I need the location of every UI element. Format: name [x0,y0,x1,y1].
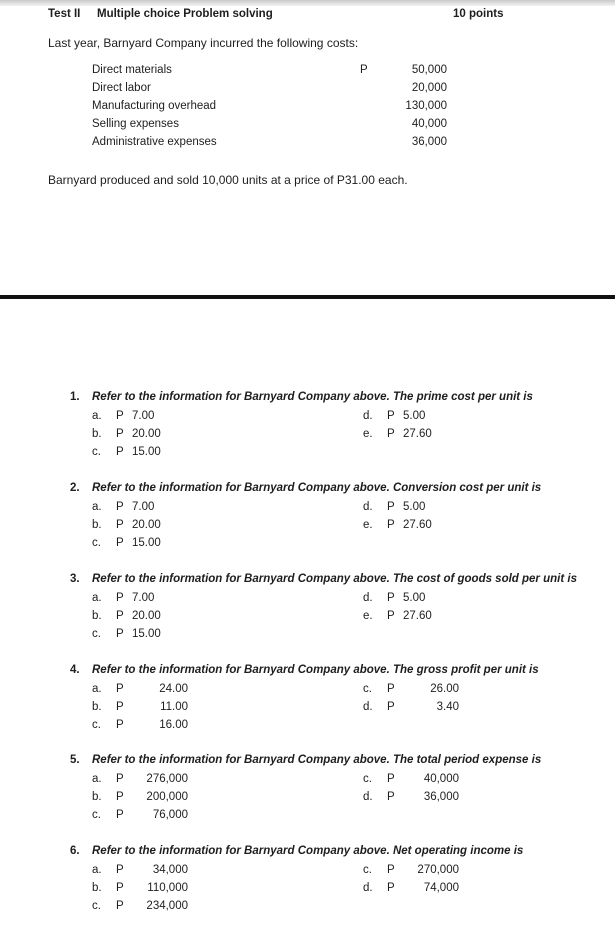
choice-letter: d. [363,410,373,422]
cost-label: Manufacturing overhead [92,100,217,112]
choice-currency: P [116,628,124,640]
choice-currency: P [387,592,395,604]
choice-currency: P [116,809,124,821]
answer-choice[interactable] [92,683,188,695]
choice-value: 40,000 [423,773,459,785]
choice-letter: d. [363,791,373,803]
choice-letter: e. [363,519,373,531]
choice-letter: a. [92,410,102,422]
choice-letter: e. [363,428,373,440]
choice-currency: P [387,410,395,422]
choice-letter: c. [363,864,372,876]
answer-choice[interactable] [92,501,154,513]
choice-value: 20.00 [132,610,161,622]
answer-choice[interactable] [363,701,459,713]
choice-value: 5.00 [403,592,426,604]
question-number: 5. [70,754,80,766]
choice-value: 15.00 [132,537,161,549]
choice-letter: d. [363,882,373,894]
choice-currency: P [116,501,124,513]
choice-currency: P [387,683,395,695]
cost-amount: 40,000 [411,118,447,130]
question-4 [70,664,615,731]
production-note: Barnyard produced and sold 10,000 units at a price of P31.00 each. [48,173,408,187]
question-title [70,754,615,772]
question-title [70,845,615,863]
question-title [70,573,615,591]
question-number: 3. [70,573,80,585]
choice-letter: c. [363,683,372,695]
answer-choice[interactable] [92,519,161,531]
question-number: 4. [70,664,80,676]
cost-label: Direct materials [92,64,172,76]
answer-choice[interactable] [92,864,188,876]
answer-choice[interactable] [92,628,161,640]
answer-choice[interactable] [363,501,425,513]
choice-currency: P [116,882,124,894]
question-title [70,482,615,500]
choice-value: 20.00 [132,519,161,531]
choice-currency: P [116,683,124,695]
question-text: Refer to the information for Barnyard Company above. The cost of goods sold per unit is [92,573,577,585]
cost-amount: 50,000 [411,64,447,76]
choice-letter: a. [92,592,102,604]
answer-choice[interactable] [363,519,432,531]
choice-letter: b. [92,882,102,894]
points-label: 10 points [453,8,504,20]
choice-value: 3.40 [436,701,459,713]
answer-choice[interactable] [92,410,154,422]
choice-currency: P [116,864,124,876]
choice-currency: P [387,773,395,785]
choice-value: 270,000 [417,864,459,876]
choice-letter: c. [92,719,101,731]
question-6 [70,845,615,912]
choice-currency: P [116,410,124,422]
choice-currency: P [116,719,124,731]
question-text: Refer to the information for Barnyard Company above. The gross profit per unit is [92,664,539,676]
choice-letter: b. [92,519,102,531]
answer-choice[interactable] [363,864,459,876]
choice-value: 5.00 [403,410,426,422]
choice-letter: e. [363,610,373,622]
choice-currency: P [387,501,395,513]
choice-letter: d. [363,701,373,713]
cost-row [92,100,447,118]
answer-choice[interactable] [363,882,459,894]
choice-letter: d. [363,592,373,604]
choice-letter: b. [92,791,102,803]
answer-choice[interactable] [92,701,188,713]
answer-choice[interactable] [363,410,425,422]
choice-letter: b. [92,701,102,713]
choice-currency: P [387,701,395,713]
choice-currency: P [116,428,124,440]
question-text: Refer to the information for Barnyard Company above. The prime cost per unit is [92,391,533,403]
cost-amount: 36,000 [411,136,447,148]
answer-choice[interactable] [92,791,188,803]
cost-row [92,64,447,82]
choice-currency: P [387,519,395,531]
question-title [70,391,615,409]
cost-label: Administrative expenses [92,136,217,148]
answer-choice[interactable] [363,592,425,604]
choice-currency: P [116,519,124,531]
choice-currency: P [116,773,124,785]
choice-value: 27.60 [403,610,432,622]
answer-choice[interactable] [92,900,188,912]
choice-value: 26.00 [430,683,459,695]
choice-letter: b. [92,610,102,622]
answer-choice[interactable] [92,882,188,894]
choice-value: 7.00 [132,592,155,604]
answer-choice[interactable] [92,428,161,440]
choice-letter: c. [92,809,101,821]
choice-value: 11.00 [160,701,188,713]
choice-value: 7.00 [132,410,155,422]
test-label: Test II [48,8,81,20]
question-number: 6. [70,845,80,857]
question-5 [70,754,615,821]
question-3 [70,573,615,640]
choice-letter: c. [92,900,101,912]
choice-value: 234,000 [146,900,188,912]
choice-value: 7.00 [132,501,155,513]
question-2 [70,482,615,549]
choice-value: 24.00 [159,683,188,695]
choice-currency: P [387,791,395,803]
choice-currency: P [116,610,124,622]
answer-choice[interactable] [92,610,161,622]
answer-choice[interactable] [92,537,161,549]
choice-currency: P [116,900,124,912]
answer-choice[interactable] [363,791,459,803]
cost-amount: 130,000 [405,100,447,112]
choice-value: 27.60 [403,519,432,531]
cost-row [92,136,447,154]
choice-value: 16.00 [159,719,188,731]
cost-row [92,118,447,136]
choice-letter: a. [92,864,102,876]
choice-value: 36,000 [423,791,459,803]
choice-value: 76,000 [152,809,188,821]
choice-currency: P [387,864,395,876]
choice-value: 15.00 [132,628,161,640]
choice-letter: c. [363,773,372,785]
choice-value: 20.00 [132,428,161,440]
question-text: Refer to the information for Barnyard Company above. Net operating income is [92,845,524,857]
choice-letter: a. [92,683,102,695]
answer-choice[interactable] [363,610,432,622]
choice-value: 15.00 [132,446,161,458]
cost-label: Selling expenses [92,118,179,130]
cost-amount: 20,000 [411,82,447,94]
intro-text: Last year, Barnyard Company incurred the following costs: [48,36,359,50]
choice-currency: P [116,701,124,713]
question-number: 2. [70,482,80,494]
choice-currency: P [387,882,395,894]
choice-currency: P [116,592,124,604]
answer-choice[interactable] [92,446,161,458]
question-number: 1. [70,391,80,403]
top-shade-bar [0,0,615,6]
choice-letter: a. [92,773,102,785]
choice-letter: c. [92,446,101,458]
cost-row [92,82,447,100]
choice-currency: P [387,610,395,622]
question-text: Refer to the information for Barnyard Company above. The total period expense is [92,754,542,766]
section-divider [0,295,615,299]
test-type: Multiple choice Problem solving [97,8,273,20]
choice-value: 74,000 [423,882,459,894]
question-1 [70,391,615,458]
choice-value: 276,000 [146,773,188,785]
question-title [70,664,615,682]
answer-choice[interactable] [363,773,459,785]
answer-choice[interactable] [92,773,188,785]
cost-label: Direct labor [92,82,151,94]
answer-choice[interactable] [92,592,154,604]
choice-letter: c. [92,628,101,640]
choice-letter: a. [92,501,102,513]
answer-choice[interactable] [92,809,188,821]
choice-letter: b. [92,428,102,440]
question-text: Refer to the information for Barnyard Company above. Conversion cost per unit is [92,482,542,494]
choice-currency: P [116,791,124,803]
choice-letter: d. [363,501,373,513]
answer-choice[interactable] [92,719,188,731]
choice-value: 27.60 [403,428,432,440]
choice-currency: P [116,537,124,549]
answer-choice[interactable] [363,683,459,695]
choice-value: 34,000 [152,864,188,876]
choice-value: 200,000 [146,791,188,803]
cost-currency: P [360,64,368,76]
choice-currency: P [116,446,124,458]
choice-value: 5.00 [403,501,426,513]
answer-choice[interactable] [363,428,432,440]
choice-letter: c. [92,537,101,549]
choice-currency: P [387,428,395,440]
choice-value: 110,000 [147,882,188,894]
